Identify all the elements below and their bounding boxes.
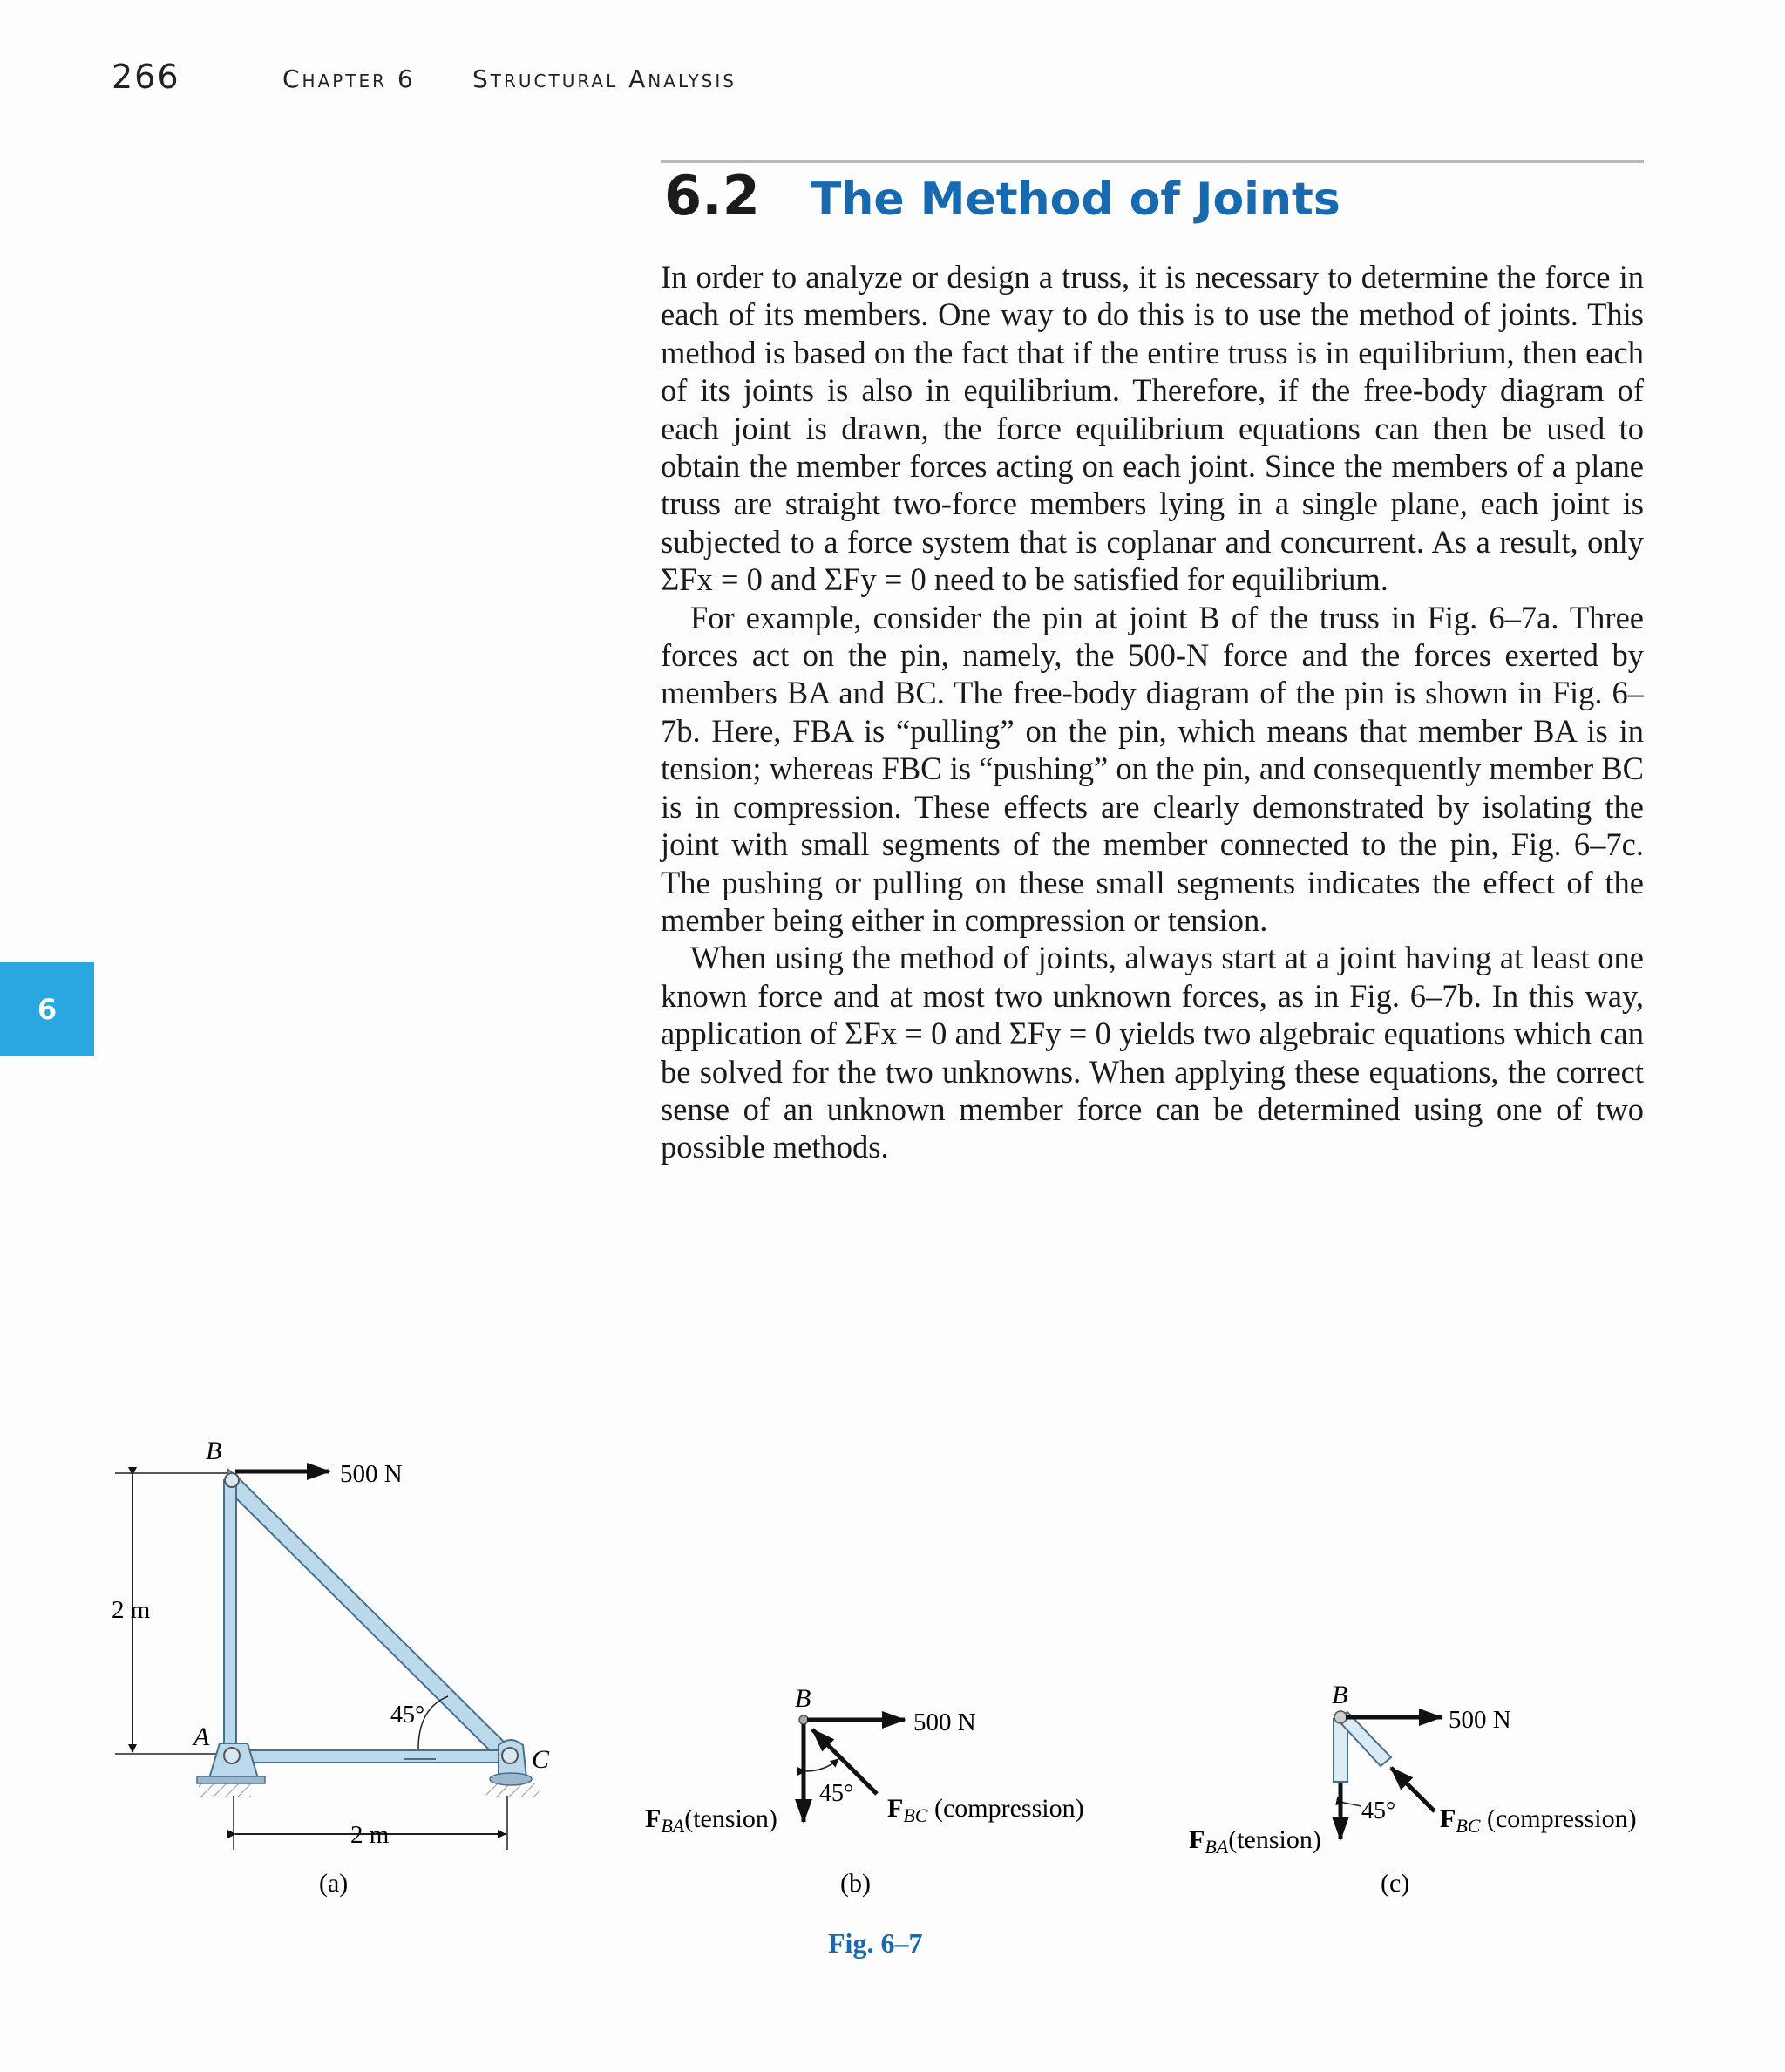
fba-note-c: (tension) [1228,1825,1321,1854]
support-a-base [197,1776,265,1783]
angle-label-a: 45° [390,1702,425,1729]
pin-a [224,1748,240,1763]
angle-arc-b [805,1759,838,1771]
load-label-c: 500 N [1449,1706,1511,1734]
load-label-b: 500 N [913,1709,976,1736]
label-c: C [532,1745,550,1774]
fba-symbol-c: F [1189,1825,1205,1854]
figure-caption: Fig. 6–7 [828,1927,923,1959]
pin-b-c [1334,1711,1347,1723]
paragraph-1: In order to analyze or design a truss, it is necessary to determine the force in each of its members. One way to do this is to use the method of joints. This method is based on the fact that if the entire truss is in equilibrium, then each of its joints is also in equilibrium. Therefore, if the free-body diagram of each joint is drawn, the force equilibrium equations can then be used to obtain the member forces acting on each joint. Since the members of a plane truss are straight two-force members lying in a single plane, each joint is subjected to a force system that is coplanar and concurrent. As a result, only ΣFx = 0 and ΣFy = 0 need to be satisfied for equilibrium. [661,259,1644,598]
pin-b-fbd [799,1715,808,1724]
chapter-title: Structural Analysis [472,65,736,93]
fba-label-b [645,1804,777,1837]
fbc-note-b: (compression) [927,1794,1084,1823]
member-ba [224,1480,236,1761]
angle-label-c: 45° [1361,1797,1396,1824]
label-b-b: B [795,1684,811,1713]
member-ac [228,1750,516,1763]
load-label-a: 500 N [340,1460,403,1488]
pin-b [225,1473,239,1487]
chapter-label: Chapter 6 [282,65,416,93]
chapter-tab[interactable]: 6 [0,962,94,1056]
label-b-c: B [1332,1681,1348,1709]
fbc-label-b [887,1794,1084,1826]
section-title: The Method of Joints [810,173,1340,226]
fbc-arrow-c [1391,1768,1435,1811]
panel-label-a: (a) [319,1869,349,1898]
fba-sub-c: BA [1205,1836,1229,1858]
fbc-sub-c: BC [1456,1815,1481,1837]
fbc-symbol-b: F [887,1794,904,1823]
panel-label-c: (c) [1381,1869,1410,1898]
fba-label-c [1189,1825,1321,1858]
fba-note-b: (tension) [684,1804,777,1833]
fba-symbol-b: F [645,1804,662,1833]
section-number: 6.2 [664,164,760,228]
angle-tick-c [1344,1803,1361,1806]
figure-panel-a [112,1437,550,1898]
figure-panel-c [1189,1681,1637,1898]
paragraph-2: For example, consider the pin at joint B of the truss in Fig. 6–7a. Three forces act on the pin, namely, the 500-N force and the forces exerted by members BA and BC. The free-body diagram of the pin is shown in Fig. 6–7b. Here, FBA is “pulling” on the pin, which means that member BA is in tension; whereas FBC is “pushing” on the pin, and consequently member BC is in compression. These effects are clearly demonstrated by isolating the joint with small segments of the member connected to the pin, Fig. 6–7c. The pushing or pulling on these small segments indicates the effect of the member being either in compression or tension. [661,599,1644,938]
fba-sub-b: BA [661,1815,685,1837]
fbc-sub-b: BC [903,1804,928,1826]
height-label: 2 m [112,1596,151,1624]
panel-label-b: (b) [840,1869,871,1898]
label-a: A [193,1722,210,1751]
fbc-label-c [1440,1804,1637,1837]
page-number: 266 [112,58,180,96]
fbc-symbol-c: F [1440,1804,1456,1833]
label-b-a: B [206,1437,222,1465]
pin-c [502,1748,518,1763]
member-bc [225,1470,516,1763]
roller-c [490,1773,532,1785]
fbc-note-c: (compression) [1480,1804,1637,1833]
paragraph-3: When using the method of joints, always start at a joint having at least one known force and at most two unknown forces, as in Fig. 6–7b. In this way, application of ΣFx = 0 and ΣFy = 0 yields two algebraic equations which can be solved for the two unknowns. When applying these equations, the correct sense of an unknown member force can be determined using one of two possible methods. [661,940,1644,1165]
figure-panel-b [645,1684,1084,1898]
angle-label-b: 45° [819,1780,854,1807]
ground-a [199,1783,251,1797]
width-label: 2 m [350,1821,390,1849]
